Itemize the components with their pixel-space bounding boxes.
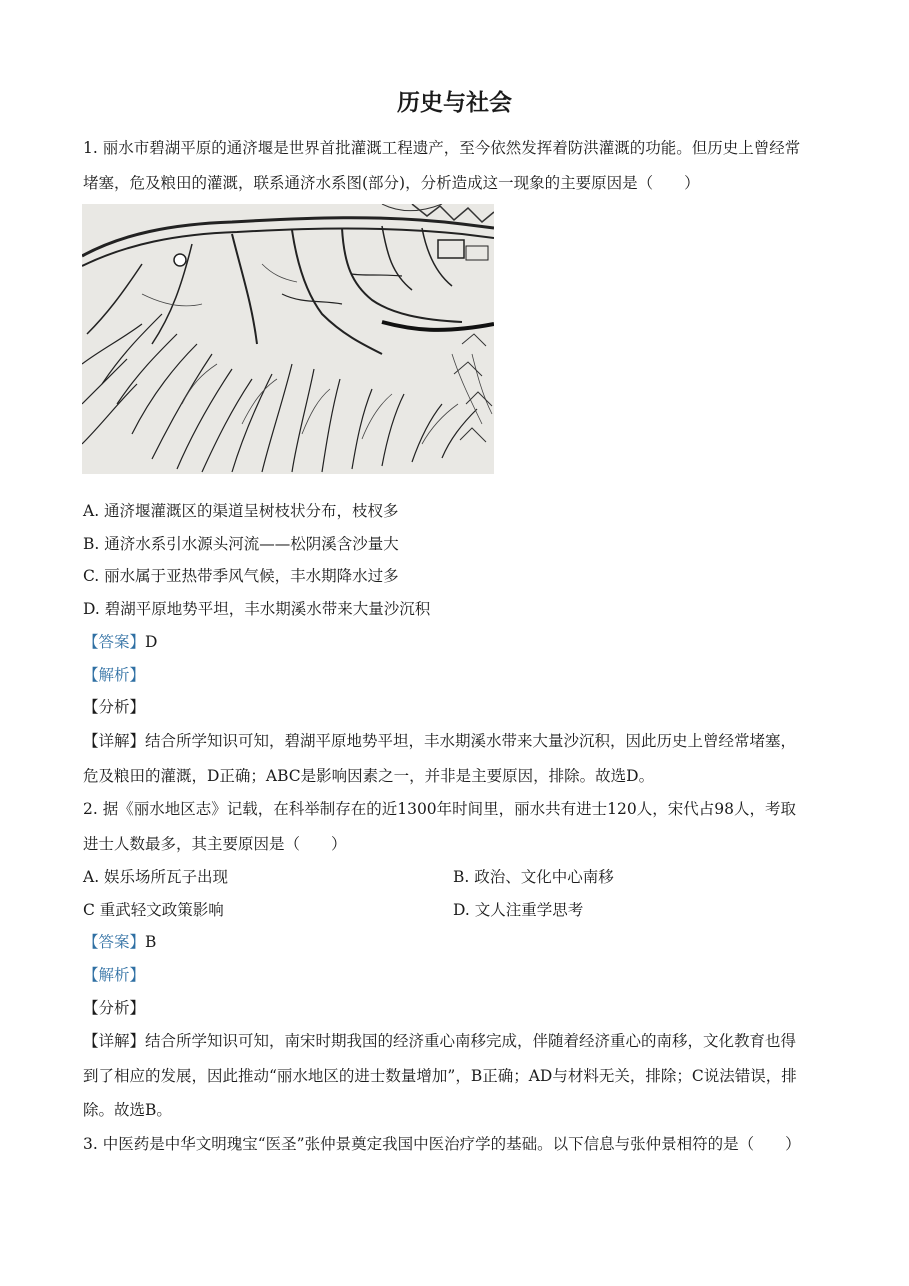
q1-fenxi-heading: 【分析】: [83, 698, 146, 716]
answer-tag: 【答案】: [83, 633, 146, 651]
q2-option-c: C 重武轻文政策影响: [83, 901, 224, 919]
q1-option-b: B. 通济水系引水源头河流——松阴溪含沙量大: [83, 535, 399, 553]
q2-option-a: A. 娱乐场所瓦子出现: [83, 868, 229, 886]
q2-answer: [83, 931, 828, 953]
q1-answer: [83, 631, 828, 653]
answer-tag: 【答案】: [83, 933, 146, 951]
q2-stem-line2: 进士人数最多，其主要原因是（ ）: [83, 835, 347, 853]
q1-stem-line2: 堵塞，危及粮田的灌溉，联系通济水系图(部分)，分析造成这一现象的主要原因是（ ）: [83, 174, 700, 192]
analysis-tag: 【解析】: [83, 666, 146, 684]
q2-option-b: B. 政治、文化中心南移: [453, 868, 614, 886]
q2-detail-line1: [83, 1030, 828, 1052]
q1-analysis-heading: [83, 664, 828, 686]
detail-text: 结合所学知识可知，南宋时期我国的经济重心南移完成，伴随着经济重心的南移，文化教育也得: [145, 1032, 797, 1050]
q1-stem-line1: 1. 丽水市碧湖平原的通济堰是世界首批灌溉工程遗产，至今依然发挥着防洪灌溉的功能。但历史上曾经常: [83, 139, 801, 157]
q1-option-d: D. 碧湖平原地势平坦，丰水期溪水带来大量沙沉积: [83, 600, 431, 618]
q2-detail-line3: 除。故选B。: [83, 1101, 172, 1119]
analysis-tag: 【解析】: [83, 966, 146, 984]
page-title: 历史与社会: [397, 90, 512, 116]
detail-tag: 【详解】: [83, 732, 146, 750]
q1-option-c: C. 丽水属于亚热带季风气候，丰水期降水过多: [83, 567, 399, 585]
answer-value: B: [145, 933, 157, 951]
answer-value: D: [145, 633, 158, 651]
detail-text: 结合所学知识可知，碧湖平原地势平坦，丰水期溪水带来大量沙沉积，因此历史上曾经常堵塞，: [145, 732, 797, 750]
q2-analysis-heading: [83, 964, 828, 986]
q1-detail-line2: 危及粮田的灌溉，D正确；ABC是影响因素之一，并非是主要原因，排除。故选D。: [83, 767, 655, 785]
q2-stem-line1: 2. 据《丽水地区志》记载，在科举制存在的近1300年时间里，丽水共有进士120人，宋代占98人，考取: [83, 800, 796, 818]
q3-stem-line1: 3. 中医药是中华文明瑰宝“医圣”张仲景奠定我国中医治疗学的基础。以下信息与张仲景相符的是（ ）: [83, 1135, 801, 1153]
q2-option-d: D. 文人注重学思考: [453, 901, 584, 919]
detail-tag: 【详解】: [83, 1032, 146, 1050]
q1-option-a: A. 通济堰灌溉区的渠道呈树枝状分布，枝杈多: [83, 502, 399, 520]
q2-detail-line2: 到了相应的发展，因此推动“丽水地区的进士数量增加”，B正确；AD与材料无关，排除；C说法错误，排: [83, 1067, 797, 1085]
q2-fenxi-heading: 【分析】: [83, 999, 146, 1017]
q1-detail-line1: [83, 730, 828, 752]
tongji-water-system-map: [82, 204, 494, 474]
